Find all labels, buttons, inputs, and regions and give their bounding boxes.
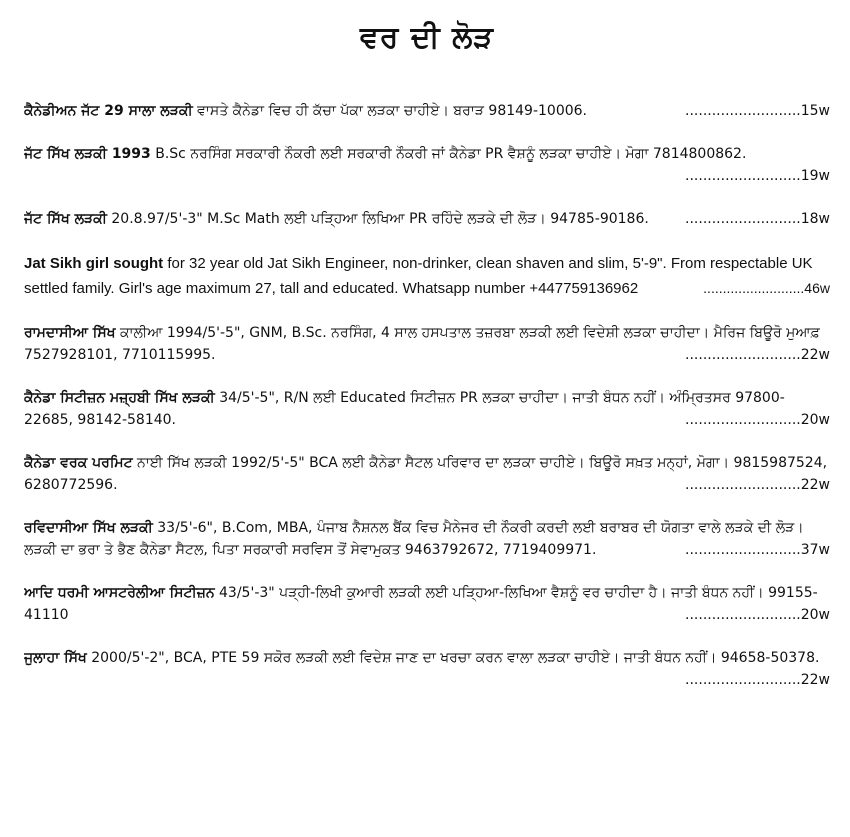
ad-lead: ਕੈਨੇਡਾ ਸਿਟੀਜ਼ਨ ਮਜ਼੍ਹਬੀ ਸਿੱਖ ਲੜਕੀ xyxy=(24,390,215,406)
ad-code: ..........................20w xyxy=(685,607,830,623)
ad-code: ..........................18w xyxy=(685,211,830,227)
ad-lead: ਆਦਿ ਧਰਮੀ ਆਸਟਰੇਲੀਆ ਸਿਟੀਜ਼ਨ xyxy=(24,585,215,601)
ad-text: 34/5'-5", R/N ਲਈ Educated ਸਿਟੀਜ਼ਨ PR ਲੜਕਾ ਚਾਹੀਦਾ। ਜਾਤੀ ਬੰਧਨ ਨਹੀਂ। ਅੰਮ੍ਰਿਤਸਰ 97800-22685, 98142-58140. xyxy=(24,390,785,428)
ad-lead: ਜੱਟ ਸਿੱਖ ਲੜਕੀ xyxy=(24,211,107,227)
ad-item xyxy=(24,208,830,230)
ad-text: 20.8.97/5'-3" M.Sc Math ਲਈ ਪੜ੍ਹਿਆ ਲਿਖਿਆ PR ਰਹਿੰਦੇ ਲੜਕੇ ਦੀ ਲੋੜ। 94785-90186. xyxy=(106,211,649,227)
ad-item xyxy=(24,143,830,187)
ad-item xyxy=(24,647,830,691)
ad-text: B.Sc ਨਰਸਿੰਗ ਸਰਕਾਰੀ ਨੌਕਰੀ ਲਈ ਸਰਕਾਰੀ ਨੌਕਰੀ ਜਾਂ ਕੈਨੇਡਾ PR ਵੈਸ਼ਨੂੰ ਲੜਕਾ ਚਾਹੀਏ। ਮੋਗਾ 7814800862. xyxy=(150,146,747,162)
ad-lead: ਕੈਨੇਡੀਅਨ ਜੱਟ 29 ਸਾਲਾ ਲੜਕੀ xyxy=(24,103,193,119)
ad-item xyxy=(24,387,830,431)
ad-item xyxy=(24,517,830,561)
ad-item xyxy=(24,100,830,122)
ad-code: ..........................20w xyxy=(685,412,830,428)
ad-lead: ਰਵਿਦਾਸੀਆ ਸਿੱਖ ਲੜਕੀ xyxy=(24,520,153,536)
ad-code: ..........................15w xyxy=(685,103,830,119)
ad-code: ..........................22w xyxy=(685,347,830,363)
ad-lead: ਜੁਲਾਹਾ ਸਿੱਖ xyxy=(24,650,87,666)
ad-text: ਕਾਲੀਆ 1994/5'-5", GNM, B.Sc. ਨਰਸਿੰਗ, 4 ਸਾਲ ਹਸਪਤਾਲ ਤਜ਼ਰਬਾ ਲੜਕੀ ਲਈ ਵਿਦੇਸ਼ੀ ਲੜਕਾ ਚਾਹੀਦਾ। ਮੈਰਿਜ ਬਿਊਰੋ ਮੁਆਫ਼ 7527928101, 7710115995. xyxy=(24,325,820,363)
ad-lead: Jat Sikh girl sought xyxy=(24,255,164,272)
ad-item xyxy=(24,582,830,626)
ad-lead: ਕੈਨੇਡਾ ਵਰਕ ਪਰਮਿਟ xyxy=(24,455,133,471)
ad-text: for 32 year old Jat Sikh Engineer, non-drinker, clean shaven and slim, 5'-9". From respectable UK settled family. Girl's age maximum 27, tall and educated. Whatsapp number +447759136962 xyxy=(24,255,813,297)
ad-text: 2000/5'-2", BCA, PTE 59 ਸਕੋਰ ਲੜਕੀ ਲਈ ਵਿਦੇਸ਼ ਜਾਣ ਦਾ ਖਰਚਾ ਕਰਨ ਵਾਲਾ ਲੜਕਾ ਚਾਹੀਏ। ਜਾਤੀ ਬੰਧਨ ਨਹੀਂ। 94658-50378. xyxy=(86,650,820,666)
ad-text: ਨਾਈ ਸਿੱਖ ਲੜਕੀ 1992/5'-5" BCA ਲਈ ਕੈਨੇਡਾ ਸੈਟਲ ਪਰਿਵਾਰ ਦਾ ਲੜਕਾ ਚਾਹੀਏ। ਬਿਊਰੋ ਸਖ਼ਤ ਮਨ੍ਹਾਂ, ਮੋਗਾ। 9815987524, 6280772596. xyxy=(24,455,828,493)
ad-lead: ਜੱਟ ਸਿੱਖ ਲੜਕੀ 1993 xyxy=(24,146,151,162)
ad-code: ..........................19w xyxy=(685,168,830,184)
ad-text: 33/5'-6", B.Com, MBA, ਪੰਜਾਬ ਨੈਸ਼ਨਲ ਬੈਂਕ ਵਿਚ ਮੈਨੇਜਰ ਦੀ ਨੌਕਰੀ ਕਰਦੀ ਲਈ ਬਰਾਬਰ ਦੀ ਯੋਗਤਾ ਵਾਲੇ ਲੜਕੇ ਦੀ ਲੋੜ। ਲੜਕੀ ਦਾ ਭਰਾ ਤੇ ਭੈਣ ਕੈਨੇਡਾ ਸੈਟਲ, ਪਿਤਾ ਸਰਕਾਰੀ ਸਰਵਿਸ ਤੋਂ ਸੇਵਾਮੁਕਤ 9463792672, 7719409971. xyxy=(24,520,804,558)
ad-item xyxy=(24,452,830,496)
ad-item xyxy=(24,251,830,301)
ad-code: ..........................37w xyxy=(685,542,830,558)
ad-text: ਵਾਸਤੇ ਕੈਨੇਡਾ ਵਿਚ ਹੀ ਕੱਚਾ ਪੱਕਾ ਲੜਕਾ ਚਾਹੀਏ। ਬਰਾੜ 98149-10006. xyxy=(192,103,588,119)
ads-list xyxy=(24,100,830,691)
ad-code: ..........................46w xyxy=(703,280,830,296)
ad-code: ..........................22w xyxy=(685,672,830,688)
ad-text: 43/5'-3" ਪੜ੍ਹੀ-ਲਿਖੀ ਕੁਆਰੀ ਲੜਕੀ ਲਈ ਪੜ੍ਹਿਆ-ਲਿਖਿਆ ਵੈਸ਼ਨੂੰ ਵਰ ਚਾਹੀਦਾ ਹੈ। ਜਾਤੀ ਬੰਧਨ ਨਹੀਂ। 99155-41110 xyxy=(24,585,818,623)
ad-code: ..........................22w xyxy=(685,477,830,493)
ad-item xyxy=(24,322,830,366)
page-title: ਵਰ ਦੀ ਲੋੜ xyxy=(359,20,495,55)
page xyxy=(24,0,830,837)
ad-lead: ਰਾਮਦਾਸੀਆ ਸਿੱਖ xyxy=(24,325,116,341)
